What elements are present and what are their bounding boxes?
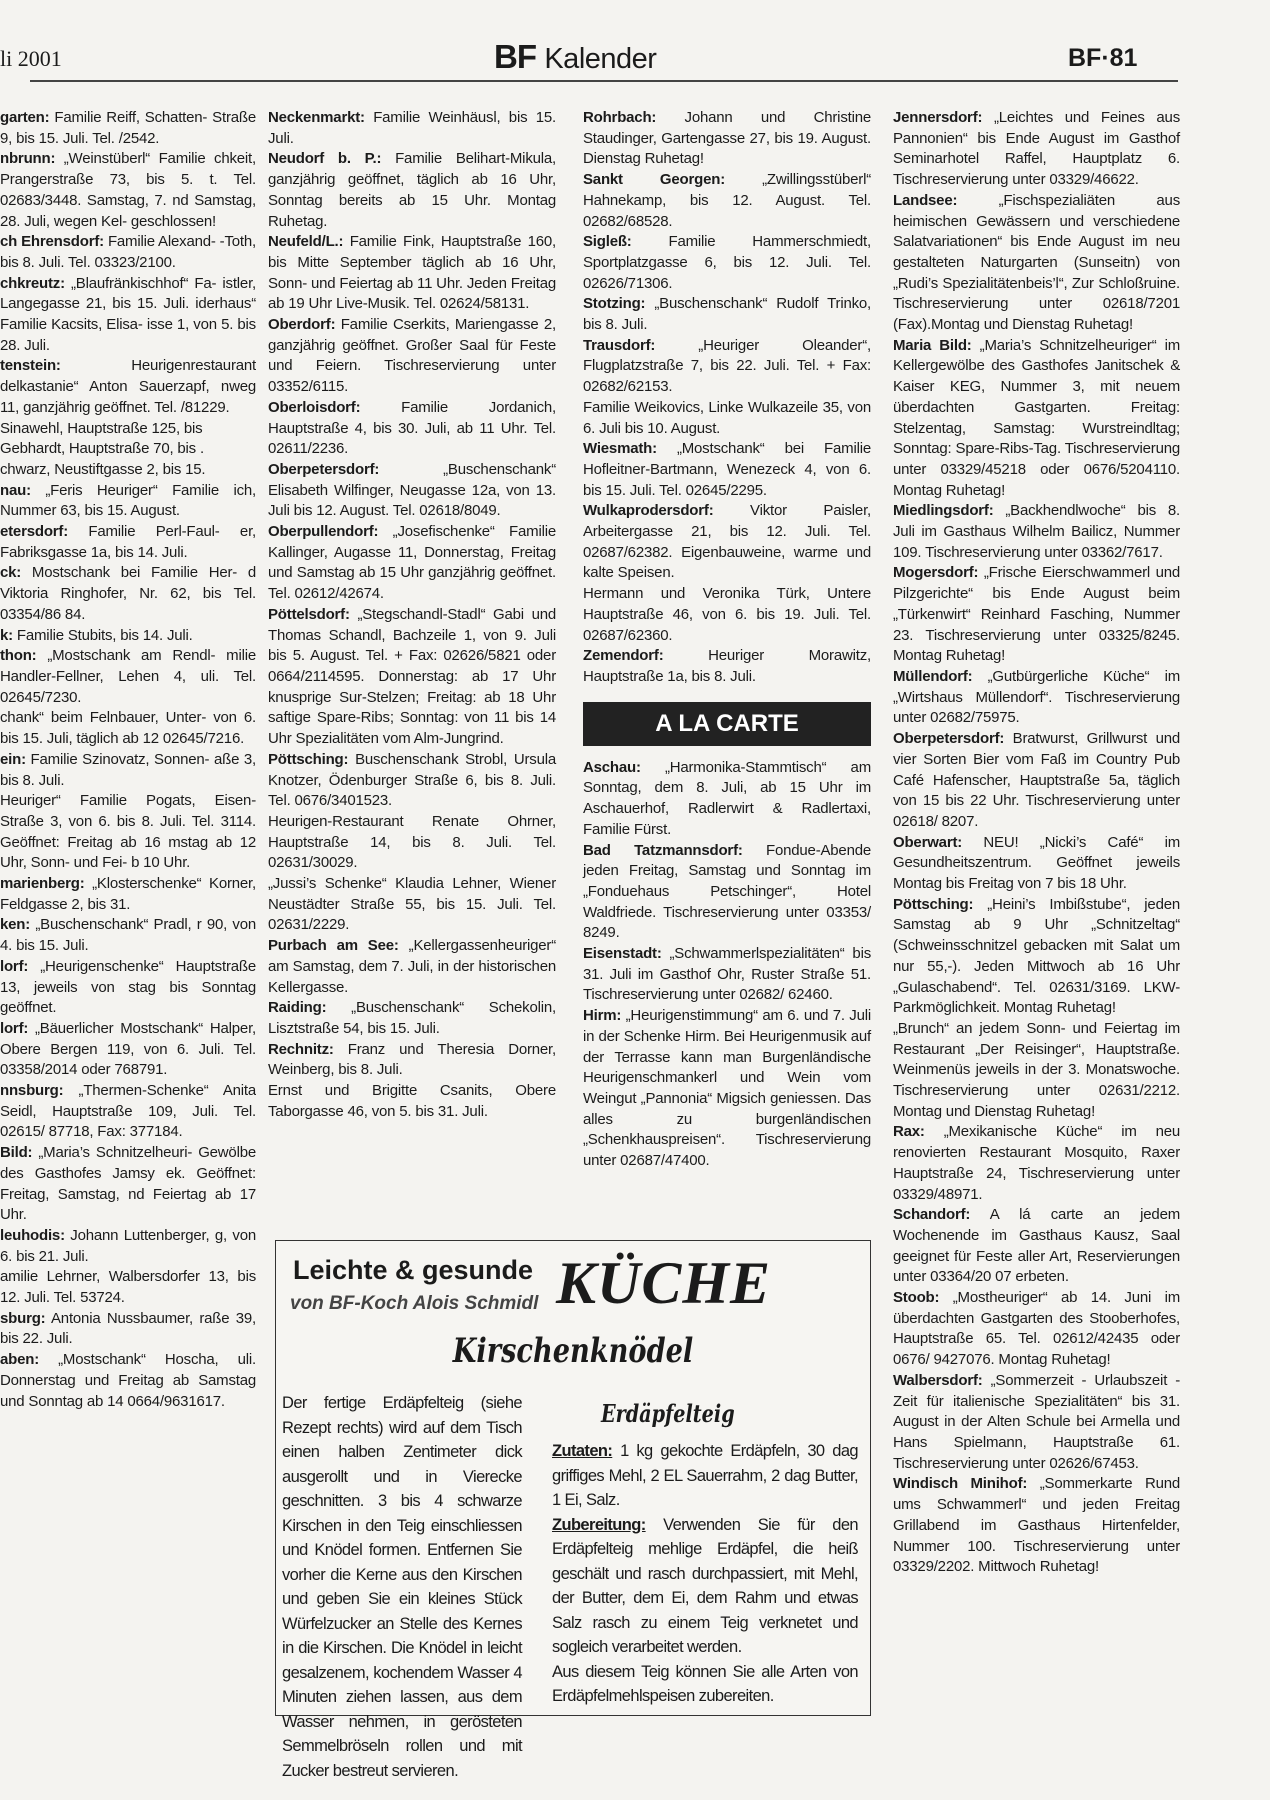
- listing-place: ken:: [0, 916, 31, 934]
- a-la-carte-heading: A LA CARTE: [583, 702, 871, 746]
- listing-place: Oberpullendorf:: [268, 523, 379, 541]
- listing-text: A lá carte an jedem Wochenende im Gasthaus Kausz, Saal geeignet für Feste aller Art, Reservierungen unter 03364/20 07 erbeten.: [893, 1206, 1181, 1286]
- listing-text: „Buschenschank“ Rudolf Trinko, bis 8. Juli.: [583, 295, 872, 334]
- listing-entry: [0, 1350, 256, 1412]
- listing-entry: [583, 232, 871, 294]
- listing-entry: [268, 460, 556, 522]
- listing-text: „Heurigenschenke“ Hauptstraße 13, jeweils von stag bis Sonntag geöffnet.: [0, 957, 256, 1017]
- listing-place: Neckenmarkt:: [268, 109, 365, 126]
- listing-place: Wiesmath:: [583, 440, 657, 458]
- listing-entry: [583, 841, 871, 945]
- listing-entry: [893, 667, 1180, 729]
- listing-place: Eisenstadt:: [583, 945, 662, 963]
- listing-text: Mostschank bei Familie Her- d Viktoria Ringhofer, Nr. 62, bis Tel. 03354/86 84.: [0, 564, 256, 623]
- listing-place: lorf:: [0, 957, 29, 975]
- listing-place: nbrunn:: [0, 150, 56, 168]
- listing-entry: [893, 563, 1180, 667]
- column-1: [0, 108, 256, 1412]
- listing-place: nnsburg:: [0, 1082, 64, 1100]
- listing-text: NEU! „Nicki’s Café“ im Gesundheitszentrum. Geöffnet jeweils Montag bis Freitag von 7 bis 18 Uhr.: [893, 833, 1180, 893]
- listing-text: chwarz, Neustiftgasse 2, bis 15.: [0, 460, 206, 478]
- listing-text: „Mostschank“ Hoscha, uli. Donnerstag und Freitag ab Samstag und Sonntag ab 14 0664/9631617.: [0, 1351, 256, 1410]
- listing-place: chkreutz:: [0, 274, 65, 292]
- listing-text: „Buschenschank“ Elisabeth Wilfinger, Neugasse 12a, von 13. Juli bis 12. August. Tel. 02618/8049.: [268, 460, 556, 520]
- listing-entry: [893, 1474, 1180, 1578]
- listing-place: Windisch Minihof:: [893, 1475, 1028, 1493]
- listing-place: ck:: [0, 564, 22, 582]
- listing-place: Pöttsching:: [268, 750, 349, 768]
- column-4: [893, 108, 1180, 1578]
- listing-text: „Josefischenke“ Familie Kallinger, Augasse 11, Donnerstag, Freitag und Samstag ab 15 Uhr ganzjährig geöffnet. Tel. 02612/42674.: [268, 523, 556, 603]
- listing-entry: [0, 646, 256, 708]
- listing-entry: [0, 1081, 256, 1143]
- listing-entry: [268, 108, 556, 149]
- brand-logo: BF: [494, 38, 536, 75]
- listing-text: Familie Reiff, Schatten- Straße 9, bis 15. Juli. Tel. /2542.: [0, 109, 256, 147]
- listing-entry: [583, 1006, 871, 1172]
- listing-entry: [893, 1288, 1180, 1371]
- listing-place: Neufeld/L.:: [268, 233, 344, 251]
- ingredients-text: 1 kg gekochte Erdäpfeln, 30 dag griffiges Mehl, 2 EL Sauerrahm, 2 dag Butter, 1 Ei, Salz.: [552, 1442, 858, 1509]
- listing-text: Familie Weinhäusl, bis 15. Juli.: [268, 109, 556, 147]
- listing-text: „Sommerkarte Rund ums Schwammerl“ und jeden Freitag Grillabend im Gasthaus Hirtenfelder, Nummer 100. Tischreservierung unter 03329/2202. Mittwoch Ruhetag!: [893, 1475, 1180, 1576]
- listing-entry: [0, 419, 256, 440]
- preparation-label: Zubereitung:: [552, 1515, 646, 1534]
- listing-text: „Heuriger Oleander“, Flugplatzstraße 7, bis 22. Juli. Tel. + Fax: 02682/62153.: [583, 336, 871, 396]
- listing-entry: [268, 232, 556, 315]
- listing-entry: [0, 481, 256, 522]
- listing-text: „Maria’s Schnitzelheuriger“ im Kellergewölbe des Gasthofes Janitschek & Kaiser KEG, Nummer 3, mit neuem überdachten Gastgarten. Freitag: Stelzentag, Samstag: Wurstreindltag; Sonntag: Spare-Ribs-Tag. Tischreservierung unter 03329/45218 oder 0676/5204110. Montag Ruhetag!: [893, 336, 1181, 499]
- listing-place: marienberg:: [0, 875, 85, 893]
- listing-entry: [268, 398, 556, 460]
- listing-text: Ernst und Brigitte Csanits, Obere Taborgasse 46, von 5. bis 31. Juli.: [268, 1082, 556, 1120]
- listing-entry: [583, 398, 871, 439]
- listing-entry: [268, 1081, 556, 1122]
- listing-place: aben:: [0, 1351, 40, 1369]
- listing-text: Heurigenrestaurant delkastanie“ Anton Sauerzapf, nweg 11, ganzjährig geöffnet. Tel. /81229.: [0, 357, 256, 416]
- listing-text: Familie Hammerschmiedt, Sportplatzgasse 6, bis 12. Juli. Tel. 02626/71306.: [583, 233, 871, 292]
- listing-text: Familie Alexand- -Toth, bis 8. Juli. Tel. 03323/2100.: [0, 233, 256, 271]
- listing-entry: [0, 522, 256, 563]
- ingredients-label: Zutaten:: [552, 1442, 613, 1460]
- listing-text: Heurigen-Restaurant Renate Ohrner, Hauptstraße 14, bis 8. Juli. Tel. 02631/30029.: [268, 812, 556, 872]
- listing-entry: [268, 149, 556, 232]
- recipe-author: von BF-Koch Alois Schmidl: [290, 1293, 539, 1314]
- listing-text: „Backhendlwoche“ bis 8. Juli im Gasthaus Wilhelm Bailicz, Nummer 109. Tischreservierung unter 03362/7617.: [893, 502, 1180, 561]
- listing-place: Mogersdorf:: [893, 564, 979, 582]
- listing-entry: [583, 758, 871, 841]
- listing-entry: [268, 812, 556, 874]
- listing-entry: [268, 750, 556, 812]
- listing-place: tenstein:: [0, 357, 61, 375]
- listing-text: „Stegschandl-Stadl“ Gabi und Thomas Schandl, Bachzeile 1, von 9. Juli bis 5. August. Tel. + Fax: 02626/5821 oder 0664/2114595. Donnerstag: ab 17 Uhr knusprige Sur-Stelzen; Freitag: ab 18 Uhr saftige Spare-Ribs; Sonntag: von 11 bis 14 Uhr Spezialitäten vom Alm-Jungrind.: [268, 605, 557, 748]
- listing-entry: [0, 915, 256, 956]
- listing-text: „Heurigenstimmung“ am 6. und 7. Juli in der Schenke Hirm. Bei Heurigenmusik auf der Terrasse kann man Burgenländische Heurigenschmankerl und Wein vom Weingut „Pannonia“ Migsich geniessen. Das alles zu burgenländischen „Schenkhauspreisen“. Tischreservierung unter 02687/47400.: [583, 1007, 871, 1170]
- listing-entry: [893, 501, 1180, 563]
- listing-place: Schandorf:: [893, 1206, 971, 1224]
- dough-recipe: [552, 1439, 858, 1709]
- column-2: [268, 108, 556, 1122]
- listing-place: Rohrbach:: [583, 109, 657, 126]
- listing-text: Familie Fink, Hauptstraße 160, bis Mitte September täglich ab 16 Uhr, Sonn- und Feiertag ab 11 Uhr. Jeden Freitag ab 19 Uhr Live-Musik. Tel. 02624/58131.: [268, 233, 556, 313]
- listing-entry: [893, 1122, 1180, 1205]
- listing-text: Heuriger“ Familie Pogats, Eisen- Straße 3, von 6. bis 8. Juli. Tel. 3114. Geöffnet: Freitag ab 16 mstag ab 12 Uhr, Sonn- und Fei- b 10 Uhr.: [0, 792, 256, 872]
- listing-entry: [893, 729, 1180, 833]
- section-title: [494, 38, 656, 76]
- listing-entry: [893, 336, 1180, 502]
- listing-text: „Bäuerlicher Mostschank“ Halper, Obere Bergen 119, von 6. Juli. Tel. 03358/2014 oder 768791.: [0, 1019, 256, 1079]
- listing-entry: [0, 1309, 256, 1350]
- listing-place: Landsee:: [893, 191, 958, 209]
- listing-text: „Mostschank“ bei Familie Hofleitner-Bartmann, Wenezeck 4, von 6. bis 15. Juli. Tel. 02645/2295.: [583, 440, 871, 499]
- listing-entry: [893, 1205, 1180, 1288]
- listing-place: Purbach am See:: [268, 937, 399, 955]
- listing-group: [583, 108, 871, 688]
- listing-text: Bratwurst, Grillwurst und vier Sorten Bier vom Faß im Country Pub Café Hafenscher, Hauptstraße 5a, täglich von 15 bis 22 Uhr. Tischreservierung unter 02618/ 8207.: [893, 730, 1181, 830]
- listing-place: thon:: [0, 647, 37, 665]
- listing-place: ein:: [0, 750, 26, 768]
- listing-text: „Klosterschenke“ Korner, Feldgasse 2, bis 31.: [0, 875, 256, 913]
- listing-entry: [893, 1371, 1180, 1475]
- listing-text: Familie Jordanich, Hauptstraße 4, bis 30. Juli, ab 11 Uhr. Tel. 02611/2236.: [268, 398, 556, 458]
- listing-text: „Schwammerlspezialitäten“ bis 31. Juli im Gasthof Ohr, Ruster Straße 51. Tischreservierung unter 02682/ 62460.: [583, 945, 871, 1004]
- listing-text: „Buschenschank“ Pradl, r 90, von 4. bis 15. Juli.: [0, 916, 256, 955]
- listing-place: Pöttsching:: [893, 895, 974, 913]
- listing-text: Gebhardt, Hauptstraße 70, bis .: [0, 440, 204, 458]
- listing-text: Johann und Christine Staudinger, Gartengasse 27, bis 19. August. Dienstag Ruhetag!: [583, 109, 871, 168]
- listing-place: Oberwart:: [893, 833, 963, 851]
- listing-entry: [583, 336, 871, 398]
- recipe-instructions: [282, 1391, 522, 1783]
- listing-entry: [268, 605, 556, 750]
- listing-place: nau:: [0, 481, 31, 499]
- listing-text: „Maria’s Schnitzelheuri- Gewölbe des Gasthofes Jamsy ek. Geöffnet: Freitag, Samstag, nd Feiertag ab 17 Uhr.: [0, 1144, 256, 1224]
- listing-place: etersdorf:: [0, 523, 69, 541]
- listing-text: „Blaufränkischhof“ Fa- istler, Langegasse 21, bis 15. Juli. iderhaus“ Familie Kacsits, Elisa- isse 1, von 5. bis 28. Juli.: [0, 274, 256, 354]
- listing-entry: [0, 874, 256, 915]
- listing-text: „Feris Heuriger“ Familie ich, Nummer 63, bis 15. August.: [0, 481, 256, 520]
- listing-entry: [268, 936, 556, 998]
- listing-place: Oberloisdorf:: [268, 398, 361, 416]
- listing-place: Oberpetersdorf:: [893, 730, 1005, 748]
- listing-entry: [583, 944, 871, 1006]
- recipe-title: Leichte & gesunde: [293, 1255, 534, 1285]
- listing-place: Aschau:: [583, 758, 641, 776]
- listing-text: „Weinstüberl“ Familie chkeit, Prangerstraße 73, bis 5. t. Tel. 02683/3448. Samstag, 7. nd Samstag, 28. Juli, wegen Kel- geschlossen!: [0, 150, 256, 230]
- listing-text: amilie Lehrner, Walbersdorfer 13, bis 12. Juli. Tel. 53724.: [0, 1268, 256, 1307]
- listing-text: „Mostschank am Rendl- milie Handler-Fellner, Lehen 4, uli. Tel. 02645/7230.: [0, 647, 256, 706]
- listing-entry: [0, 750, 256, 791]
- listing-place: Bad Tatzmannsdorf:: [583, 841, 743, 859]
- listing-entry: [0, 356, 256, 418]
- listing-text: „Heini’s Imbißstube“, jeden Samstag ab 9 Uhr „Schnitzeltag“ (Schweinsschnitzel gebacken mit Salat um nur 55,-). Jeden Mittwoch ab 16 Uhr „Gulaschabend“. Tel. 02631/3169. LKW-Parkmöglichkeit. Montag Ruhetag!: [893, 895, 1180, 1017]
- listing-place: k:: [0, 626, 13, 644]
- listing-text: „Mexikanische Küche“ im neu renovierten Restaurant Mosquito, Raxer Hauptstraße 24, Tischreservierung unter 03329/48971.: [893, 1123, 1181, 1203]
- listing-text: Viktor Paisler, Arbeitergasse 21, bis 12. Juli. Tel. 02687/62382. Eigenbauweine, warme und kalte Speisen.: [583, 502, 871, 582]
- listing-entry: [0, 274, 256, 357]
- listing-entry: [268, 874, 556, 936]
- listing-entry: [893, 191, 1180, 336]
- listing-place: Trausdorf:: [583, 336, 656, 354]
- listing-place: Zemendorf:: [583, 647, 664, 665]
- listing-text: Familie Belihart-Mikula, ganzjährig geöffnet, täglich ab 16 Uhr, Sonntag bereits ab 15 Uhr. Montag Ruhetag.: [268, 150, 557, 230]
- listing-place: Walbersdorf:: [893, 1371, 983, 1389]
- listing-place: sburg:: [0, 1309, 46, 1327]
- listing-entry: [0, 1143, 256, 1226]
- listing-entry: [0, 1267, 256, 1308]
- listing-text: Fondue-Abende jeden Freitag, Samstag und Sonntag im „Fonduehaus Petschinger“, Hotel Waldfriede. Tischreservierung unter 03353/ 8249.: [583, 841, 872, 942]
- listing-place: Miedlingsdorf:: [893, 502, 994, 520]
- listing-place: leuhodis:: [0, 1226, 65, 1244]
- listing-text: Familie Weikovics, Linke Wulkazeile 35, von 6. Juli bis 10. August.: [583, 398, 871, 437]
- preparation-text: Verwenden Sie für den Erdäpfelteig mehlige Erdäpfel, die heiß geschält und rasch durchpassiert, mit Mehl, der Butter, dem Ei, dem Rahm und etwas Salz rasch zu einem Teig verknetet und sogleich verarbeitet werden.: [552, 1515, 858, 1656]
- dish-title: Kirschenknödel: [452, 1331, 694, 1371]
- listing-entry: [893, 1019, 1180, 1123]
- listing-text: „Frische Eierschwammerl und Pilzgerichte“ bis Ende August beim „Türkenwirt“ Reinhard Fasching, Nummer 23. Tischreservierung unter 03325/8245. Montag Ruhetag!: [893, 564, 1181, 665]
- listing-entry: [583, 501, 871, 584]
- recipe-text: Der fertige Erdäpfelteig (siehe Rezept rechts) wird auf dem Tisch einen halben Zentimeter dick ausgerollt und in Vierecke geschnitten. 3 bis 4 schwarze Kirschen in den Teig einschliessen und Knödel formen. Entfernen Sie vorher die Kerne aus den Kirschen und geben Sie ein kleines Stück Würfelzucker an Stelle des Kernes in die Kirschen. Die Knödel in leicht gesalzenem, kochendem Wasser 4 Minuten ziehen lassen, aus dem Wasser nehmen, in gerösteten Semmelbröseln rollen und mit Zucker bestreut servieren.: [282, 1394, 522, 1780]
- dough-heading: Erdäpfelteig: [601, 1399, 735, 1428]
- listing-text: Familie Szinovatz, Sonnen- aße 3, bis 8. Juli.: [0, 750, 256, 789]
- listing-place: Stotzing:: [583, 295, 646, 313]
- listing-text: Antonia Nussbaumer, raße 39, bis 22. Juli.: [0, 1309, 256, 1348]
- listing-text: „Thermen-Schenke“ Anita Seidl, Hauptstraße 109, Juli. Tel. 02615/ 87718, Fax: 377184.: [0, 1082, 256, 1141]
- listing-text: Familie Stubits, bis 14. Juli.: [16, 626, 193, 644]
- listing-text: Heuriger Morawitz, Hauptstraße 1a, bis 8. Juli.: [583, 647, 871, 685]
- listing-entry: [583, 108, 871, 170]
- listing-entry: [583, 170, 871, 232]
- listing-entry: [893, 833, 1180, 895]
- listing-place: lorf:: [0, 1019, 29, 1037]
- listing-place: Sigleß:: [583, 233, 632, 251]
- listing-text: „Kellergassenheuriger“ am Samstag, dem 7. Juli, in der historischen Kellergasse.: [268, 937, 557, 996]
- a-la-carte-group: [583, 758, 871, 1172]
- listing-place: Bild:: [0, 1144, 33, 1162]
- listing-place: Hirm:: [583, 1007, 622, 1025]
- listing-text: Franz und Theresia Dorner, Weinberg, bis 8. Juli.: [268, 1040, 556, 1079]
- listing-text: Sinawehl, Hauptstraße 125, bis: [0, 419, 203, 437]
- listing-text: „Jussi’s Schenke“ Klaudia Lehner, Wiener Neustädter Straße 55, bis 15. Juli. Tel. 02631/2229.: [268, 875, 556, 934]
- header-rule: [30, 80, 1178, 82]
- listing-entry: [0, 957, 256, 1019]
- issue-date: li 2001: [0, 46, 62, 71]
- listing-entry: [0, 149, 256, 232]
- listing-entry: [583, 294, 871, 335]
- listing-entry: [583, 439, 871, 501]
- listing-text: „Buschenschank“ Schekolin, Lisztstraße 54, bis 15. Juli.: [268, 999, 556, 1037]
- listing-entry: [0, 563, 256, 625]
- listing-entry: [0, 232, 256, 273]
- listing-text: „Leichtes und Feines aus Pannonien“ bis Ende August im Gasthof Seminarhotel Raffel, Hauptplatz 6. Tischreservierung unter 03329/46622.: [893, 109, 1180, 189]
- listing-place: Rechnitz:: [268, 1040, 334, 1058]
- listing-text: chank“ beim Felnbauer, Unter- von 6. bis 15. Juli, täglich ab 12 02645/7216.: [0, 709, 256, 748]
- listing-entry: [583, 646, 871, 687]
- listing-text: „Fischspezialiäten aus heimischen Gewässern und verschiedene Salatvariationen“ bis Ende August im neu gestalteten Naturgarten (Sunseitn) von „Rudi’s Spezialitätenbeis’l“, Zur Schloßruine. Tischreservierung unter 02618/7201 (Fax).Montag und Dienstag Ruhetag!: [893, 191, 1180, 334]
- listing-entry: [893, 108, 1180, 191]
- listing-entry: [583, 584, 871, 646]
- listing-text: „Brunch“ an jedem Sonn- und Feiertag im Restaurant „Der Reisinger“, Hauptstraße. Weinmenüs jeweils in der 3. Monatswoche. Tischreservierung unter 02631/2212. Montag und Dienstag Ruhetag!: [893, 1019, 1180, 1120]
- listing-text: Johann Luttenberger, g, von 6. bis 21. Juli.: [0, 1226, 256, 1265]
- column-3: [583, 108, 871, 1172]
- listing-entry: [0, 460, 256, 481]
- listing-entry: [0, 439, 256, 460]
- recipe-box: [275, 1240, 871, 1780]
- listing-place: Oberpetersdorf:: [268, 460, 380, 478]
- listing-text: „Sommerzeit - Urlaubszeit - Zeit für italienische Spezialitäten“ bis 31. August in der Alten Schule bei Armella und Hans Spielmann, Hauptstraße 61. Tischreservierung unter 02626/67453.: [893, 1371, 1181, 1472]
- listing-entry: [0, 791, 256, 874]
- closing-text: Aus diesem Teig können Sie alle Arten von Erdäpfelmehlspeisen zubereiten.: [552, 1662, 858, 1705]
- listing-text: Familie Perl-Faul- er, Fabriksgasse 1a, bis 14. Juli.: [0, 523, 256, 561]
- listing-entry: [0, 626, 256, 647]
- listing-entry: [0, 1226, 256, 1267]
- listing-text: Familie Cserkits, Mariengasse 2, ganzjährig geöffnet. Großer Saal für Feste und Feiern. Tischreservierung unter 03352/6115.: [268, 316, 556, 396]
- listing-text: Hermann und Veronika Türk, Untere Hauptstraße 46, von 6. bis 19. Juli. Tel. 02687/62360.: [583, 585, 871, 644]
- listing-entry: [0, 708, 256, 749]
- listing-text: „Gutbürgerliche Küche“ im „Wirtshaus Müllendorf“. Tischreservierung unter 02682/75975.: [893, 667, 1180, 727]
- listing-place: Sankt Georgen:: [583, 171, 725, 189]
- listing-place: Jennersdorf:: [893, 109, 983, 126]
- listing-entry: [268, 998, 556, 1039]
- listing-entry: [268, 522, 556, 605]
- section-name: Kalender: [544, 43, 657, 75]
- listing-place: Rax:: [893, 1123, 925, 1141]
- listing-entry: [893, 895, 1180, 1019]
- listing-entry: [0, 1019, 256, 1081]
- listing-text: „Harmonika-Stammtisch“ am Sonntag, dem 8. Juli, ab 15 Uhr im Aschauerhof, Radlerwirt & Radlertaxi, Familie Fürst.: [583, 758, 871, 838]
- listing-text: Buschenschank Strobl, Ursula Knotzer, Ödenburger Straße 6, bis 8. Juli. Tel. 0676/3401523.: [268, 750, 556, 810]
- listing-place: Stoob:: [893, 1289, 940, 1307]
- listing-place: Raiding:: [268, 999, 327, 1017]
- listing-place: Müllendorf:: [893, 667, 973, 685]
- listing-text: „Mostheuriger“ ab 14. Juni im überdachten Gastgarten des Stooberhofes, Hauptstraße 65. Tel. 02612/42435 oder 0676/ 9427076. Montag Ruhetag!: [893, 1289, 1181, 1369]
- page-number: BF·81: [1068, 44, 1138, 72]
- listing-place: Maria Bild:: [893, 336, 972, 354]
- listing-entry: [0, 108, 256, 149]
- listing-place: Neudorf b. P.:: [268, 150, 382, 168]
- listing-place: garten:: [0, 109, 50, 126]
- listing-entry: [268, 1040, 556, 1081]
- listing-place: Oberdorf:: [268, 316, 336, 334]
- listing-text: „Zwillingsstüberl“ Hahnekamp, bis 12. August. Tel. 02682/68528.: [583, 171, 872, 230]
- recipe-kueche-heading: KÜCHE: [556, 1250, 772, 1316]
- listing-place: ch Ehrensdorf:: [0, 233, 104, 251]
- listing-place: Wulkaprodersdorf:: [583, 502, 714, 520]
- listing-entry: [268, 315, 556, 398]
- listing-place: Pöttelsdorf:: [268, 605, 350, 623]
